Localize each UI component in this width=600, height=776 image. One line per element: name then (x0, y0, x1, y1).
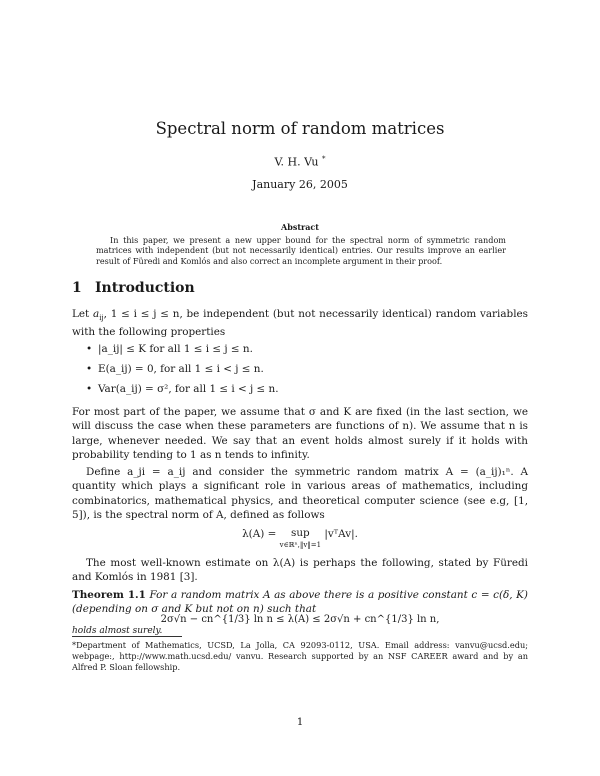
intro-paragraph-2: For most part of the paper, we assume that σ and K are fixed (in the last section, we will discuss the case when these parameters are functions of n). We assume that n is large, whenever needed. We say that an event holds almost surely if it holds with probability tending to 1 as n tends to infinity. (72, 406, 528, 462)
author-footnote-mark: * (321, 155, 326, 163)
abstract-body: In this paper, we present a new upper bound for the spectral norm of symmetric random matrices with independent (but not necessarily identical) entries. Our results improve an earlier result of Füredi and Komlós and also correct an incomplete argument in their proof. (96, 235, 506, 266)
p1-var: a (93, 308, 100, 320)
page-number: 1 (296, 716, 304, 728)
bullet-text: Var(a_ij) = σ², for all 1 ≤ i < j ≤ n. (98, 383, 279, 395)
author-name: V. H. Vu (274, 155, 319, 169)
theorem-1-1 (72, 588, 528, 617)
eq1-subscript: v∈ℝⁿ,‖v‖=1 (279, 541, 322, 549)
abstract-heading: Abstract (281, 222, 319, 232)
paper-date: January 26, 2005 (252, 178, 348, 191)
intro-paragraph-1 (72, 307, 528, 340)
spectral-norm-equation (0, 528, 600, 551)
p1-sub: ij (99, 314, 104, 323)
property-bullet-2: • E(a_ij) = 0, for all 1 ≤ i < j ≤ n. (86, 363, 264, 375)
section-number: 1 (72, 280, 82, 296)
footnote-rule (72, 636, 182, 637)
theorem-text: For a random matrix A as above there is a positive constant c = c(δ, K) (depending on σ and K but not on n) such that (72, 589, 528, 616)
theorem-tail: holds almost surely. (72, 626, 163, 636)
paper-title: Spectral norm of random matrices (155, 119, 445, 138)
intro-paragraph-4: The most well-known estimate on λ(A) is perhaps the following, stated by Füredi and Komlós in 1981 [3]. (72, 557, 528, 584)
section-heading (72, 280, 195, 296)
bullet-text: |a_ij| ≤ K for all 1 ≤ i ≤ j ≤ n. (98, 343, 253, 355)
author-line (0, 155, 600, 169)
abstract-text (96, 235, 506, 266)
p1-range: , 1 ≤ i ≤ j ≤ n (103, 308, 180, 320)
p1-start: Let (72, 308, 94, 320)
intro-paragraph-3: Define a_ji = a_ij and consider the symmetric random matrix A = (a_ij)₁ⁿ. A quantity which plays a significant role in various areas of mathematics, including combinatorics, mathematical physics, and theoretical computer science (see e.g, [1, 5]), is the spectral norm of A, defined as follows (72, 466, 528, 522)
theorem-equation: 2σ√n − cn^{1/3} ln n ≤ λ(A) ≤ 2σ√n + cn^{1/3} ln n, (160, 614, 440, 625)
eq1-operator: sup (291, 527, 310, 539)
property-bullet-3: • Var(a_ij) = σ², for all 1 ≤ i < j ≤ n. (86, 383, 279, 395)
eq1-lhs: λ(A) = (242, 528, 280, 540)
theorem-label: Theorem 1.1 (72, 589, 146, 601)
p1-rest: , be independent (but not necessarily identical) random variables with the following properties (72, 308, 528, 339)
bullet-text: E(a_ij) = 0, for all 1 ≤ i < j ≤ n. (98, 363, 264, 375)
property-bullet-1: • |a_ij| ≤ K for all 1 ≤ i ≤ j ≤ n. (86, 343, 253, 355)
section-title: Introduction (95, 280, 195, 296)
eq1-rhs: |vᵀAv|. (324, 528, 358, 540)
footnote: *Department of Mathematics, UCSD, La Jolla, CA 92093-0112, USA. Email address: vanvu@ucsd.edu; webpage:, http://www.math.ucsd.edu/ vanvu. Research supported by an NSF CAREER award and by an Alfred P. Sloan fellowship. (72, 640, 528, 672)
